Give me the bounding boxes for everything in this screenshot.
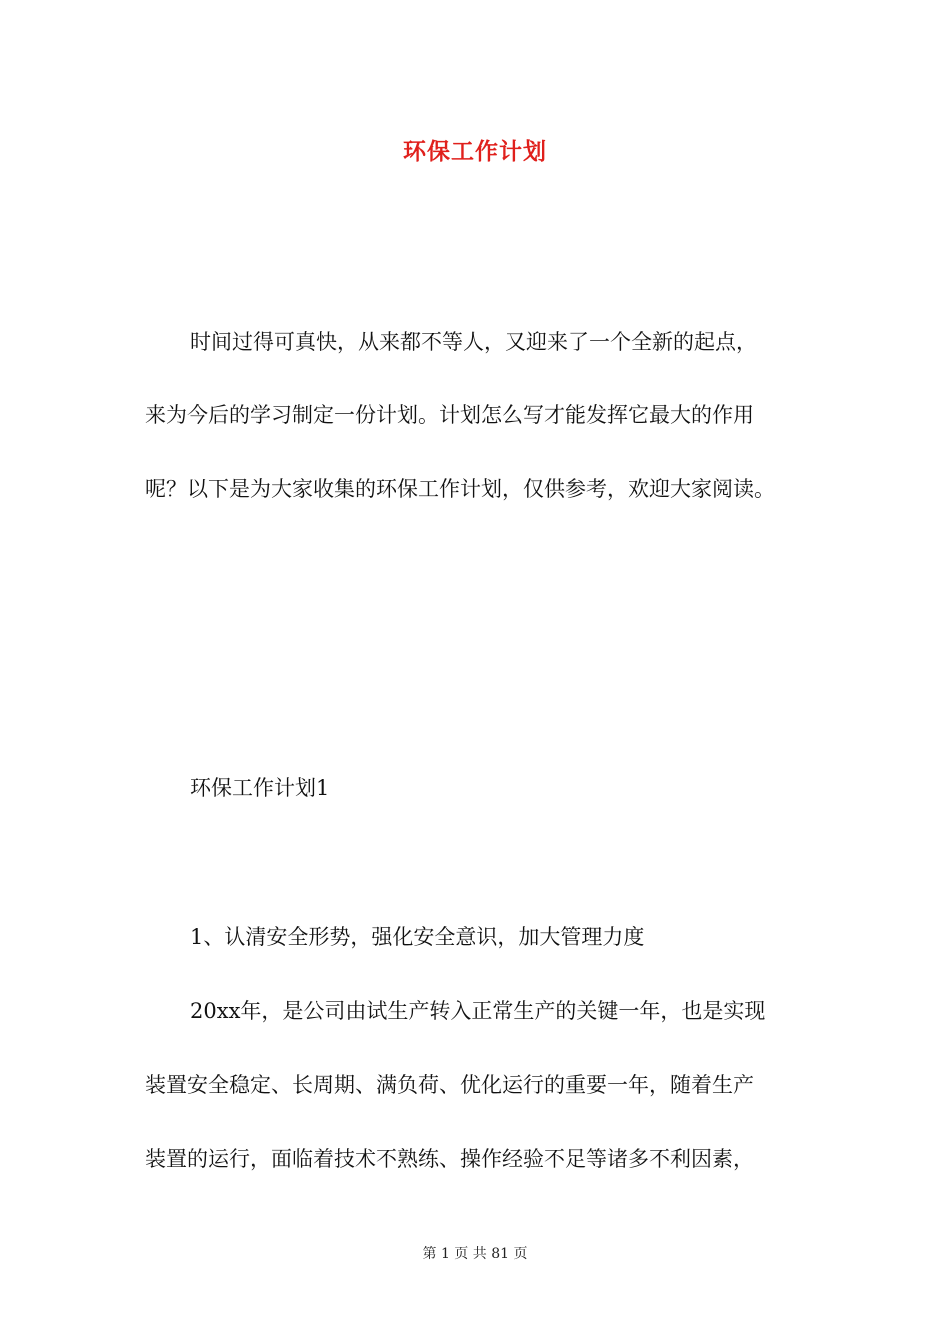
body-line: 20xx年，是公司由试生产转入正常生产的关键一年，也是实现: [190, 999, 766, 1023]
intro-line: 来为今后的学习制定一份计划。计划怎么写才能发挥它最大的作用: [145, 403, 754, 427]
page-number: 第 1 页 共 81 页: [422, 1246, 528, 1262]
intro-line: 呢？以下是为大家收集的环保工作计划，仅供参考，欢迎大家阅读。: [145, 477, 775, 501]
point-heading: 1、认清安全形势，强化安全意识，加大管理力度: [190, 925, 645, 949]
intro-line: 时间过得可真快，从来都不等人，又迎来了一个全新的起点，: [190, 330, 757, 354]
document-title: 环保工作计划: [403, 138, 547, 165]
body-line: 装置的运行，面临着技术不熟练、操作经验不足等诸多不利因素，: [145, 1147, 754, 1171]
section-heading: 环保工作计划1: [190, 776, 330, 800]
body-line: 装置安全稳定、长周期、满负荷、优化运行的重要一年，随着生产: [145, 1073, 754, 1097]
